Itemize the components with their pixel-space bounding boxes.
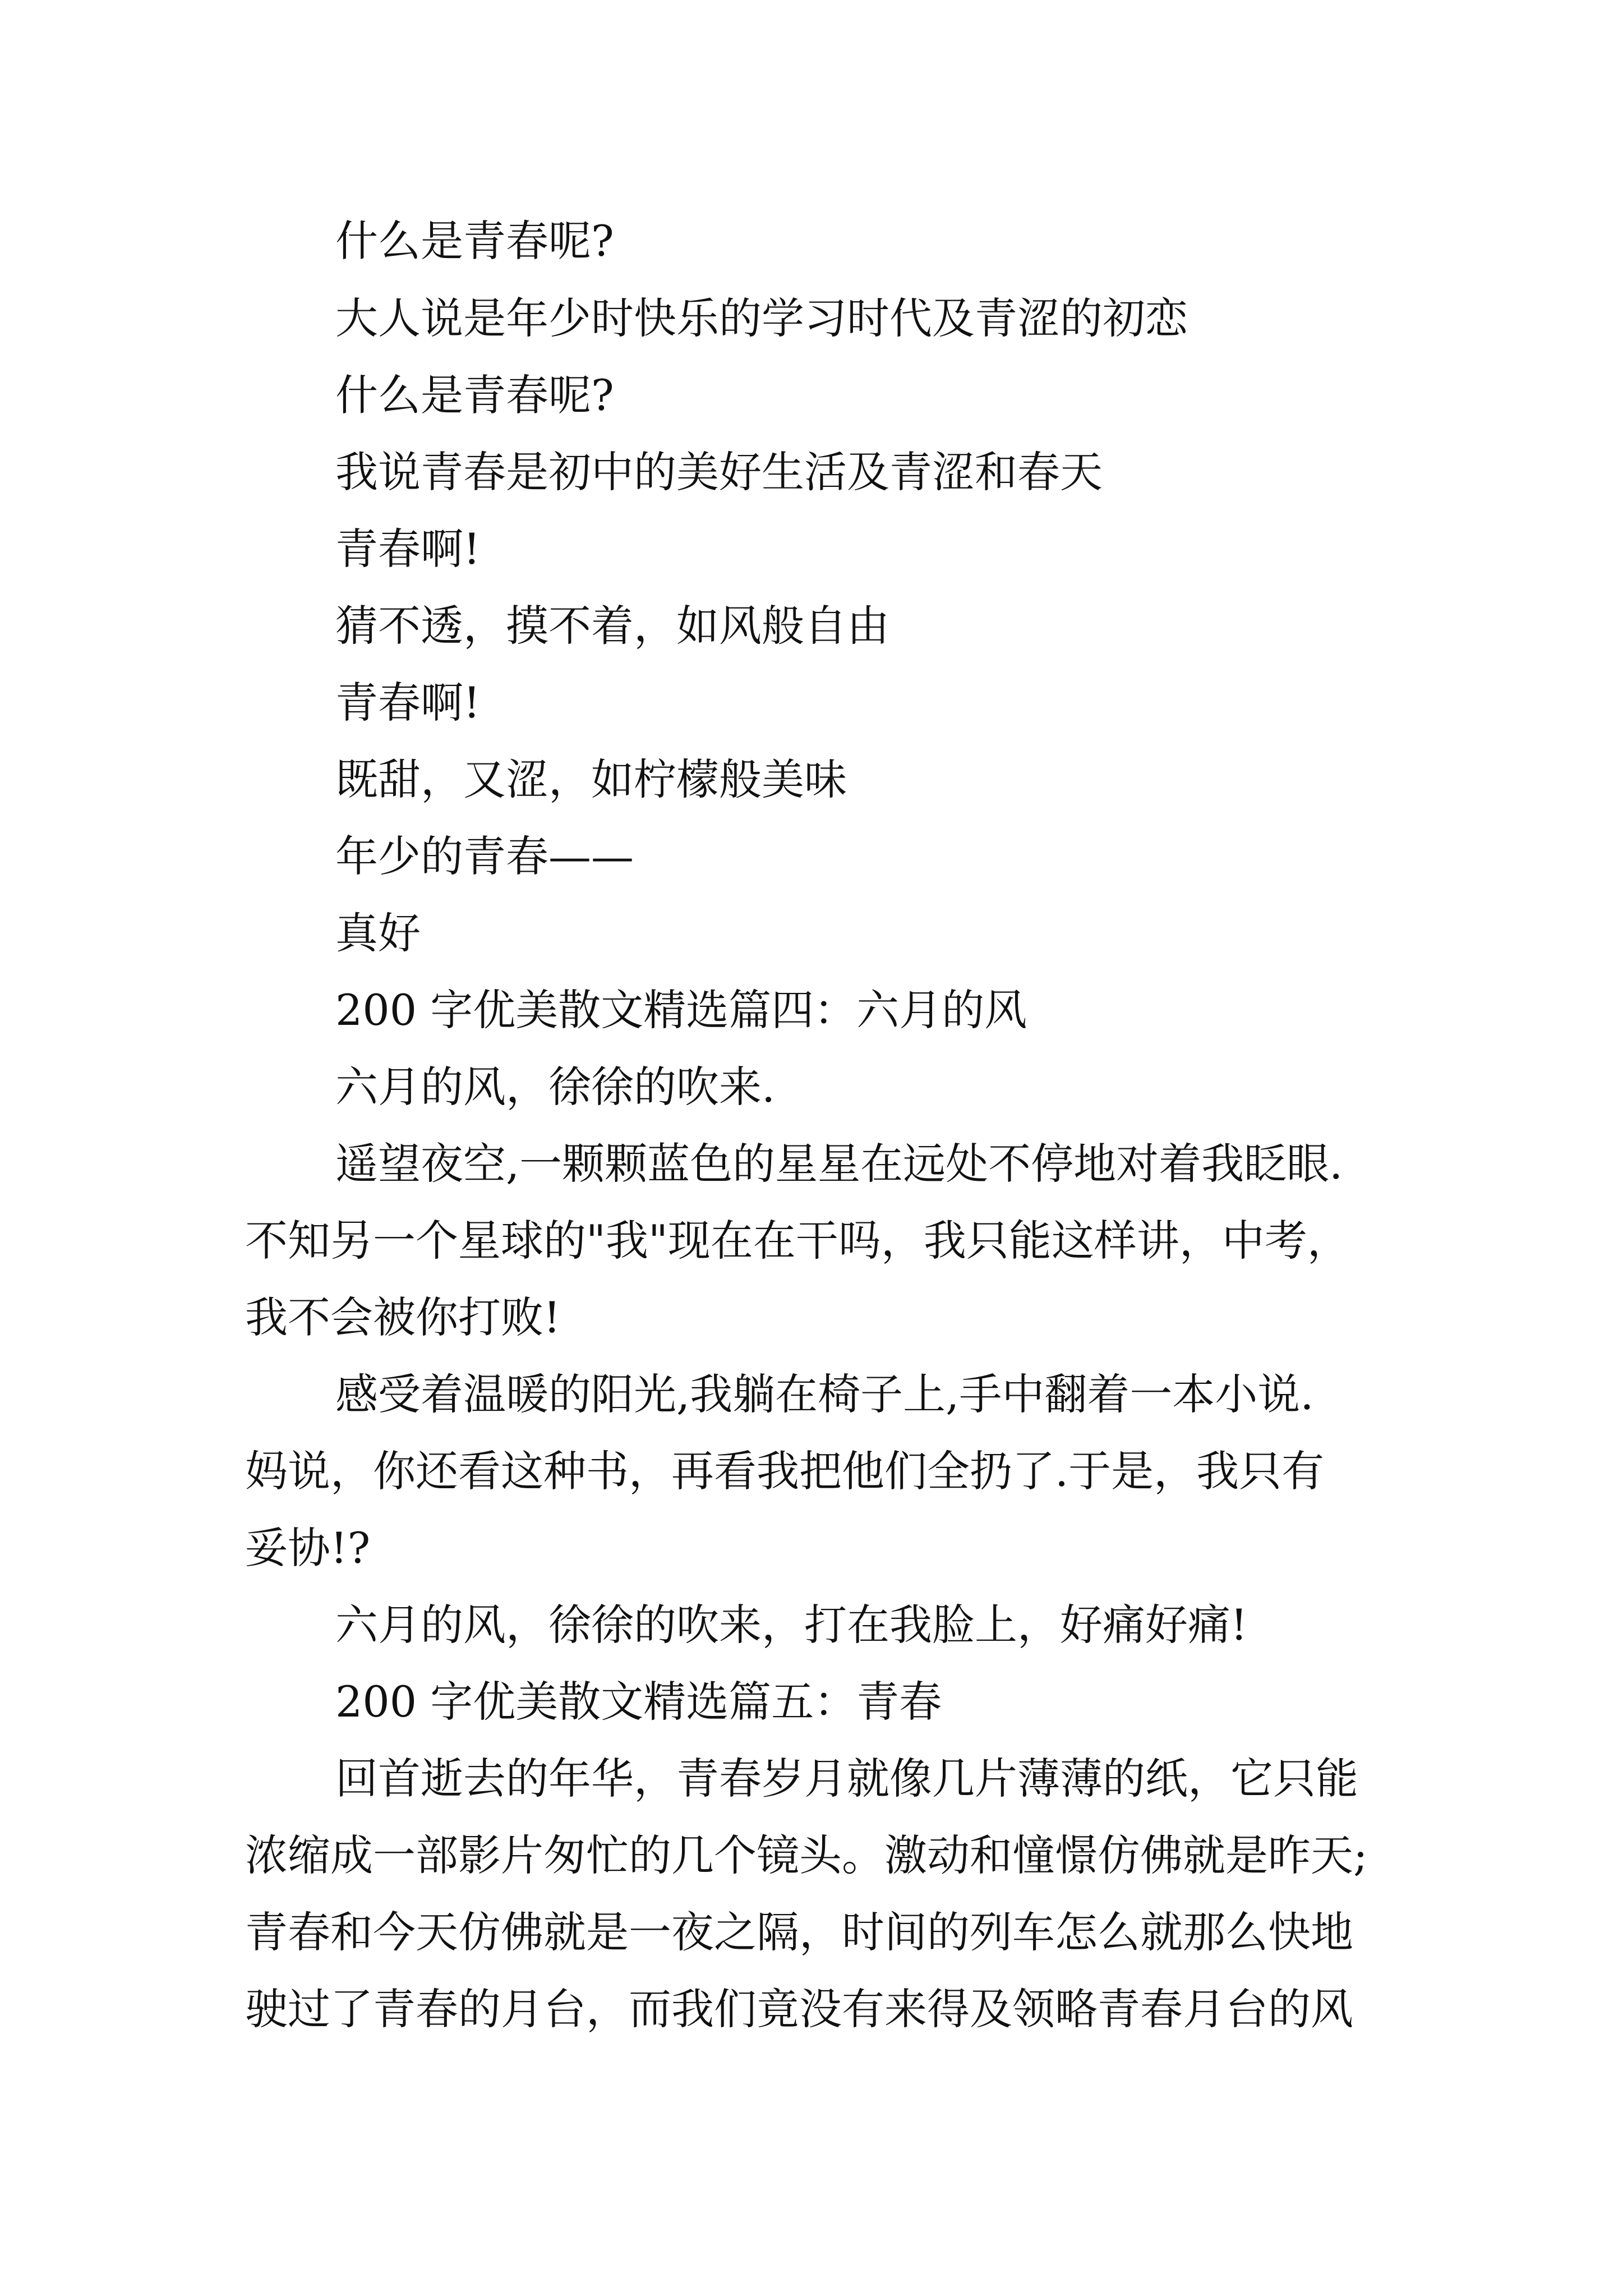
text-line: 青春啊! xyxy=(335,678,481,728)
section-heading: 200 字优美散文精选篇四：六月的风 xyxy=(335,985,1027,1035)
text-line: 感受着温暖的阳光,我躺在椅子上,手中翻着一本小说. xyxy=(335,1369,1314,1419)
text-line: 回首逝去的年华，青春岁月就像几片薄薄的纸，它只能 xyxy=(335,1754,1358,1803)
text-line: 什么是青春呢? xyxy=(335,216,614,266)
text-line: 驶过了青春的月台，而我们竟没有来得及领略青春月台的风 xyxy=(245,1984,1353,2034)
text-line: 真好 xyxy=(335,908,421,958)
text-line: 我说青春是初中的美好生活及青涩和春天 xyxy=(335,447,1103,497)
text-line: 既甜，又涩，如柠檬般美味 xyxy=(335,754,847,804)
section-heading: 200 字优美散文精选篇五：青春 xyxy=(335,1677,942,1727)
text-line: 六月的风，徐徐的吹来. xyxy=(335,1062,776,1112)
text-line: 猜不透，摸不着，如风般自由 xyxy=(335,601,889,651)
text-line: 浓缩成一部影片匆忙的几个镜头。激动和憧憬仿佛就是昨天; xyxy=(245,1830,1368,1880)
text-line: 什么是青春呢? xyxy=(335,370,614,420)
text-line: 妥协!? xyxy=(245,1523,371,1573)
text-line: 青春啊! xyxy=(335,524,481,574)
text-line: 六月的风，徐徐的吹来，打在我脸上，好痛好痛! xyxy=(335,1600,1248,1650)
text-line: 青春和今天仿佛就是一夜之隔，时间的列车怎么就那么快地 xyxy=(245,1907,1353,1957)
text-line: 年少的青春—— xyxy=(335,831,634,881)
text-line: 不知另一个星球的"我"现在在干吗，我只能这样讲，中考， xyxy=(245,1216,1350,1266)
text-line: 遥望夜空,一颗颗蓝色的星星在远处不停地对着我眨眼. xyxy=(335,1139,1343,1189)
text-line: 妈说，你还看这种书，再看我把他们全扔了.于是，我只有 xyxy=(245,1446,1325,1496)
text-line: 大人说是年少时快乐的学习时代及青涩的初恋 xyxy=(335,293,1188,343)
text-line: 我不会被你打败! xyxy=(245,1292,561,1342)
